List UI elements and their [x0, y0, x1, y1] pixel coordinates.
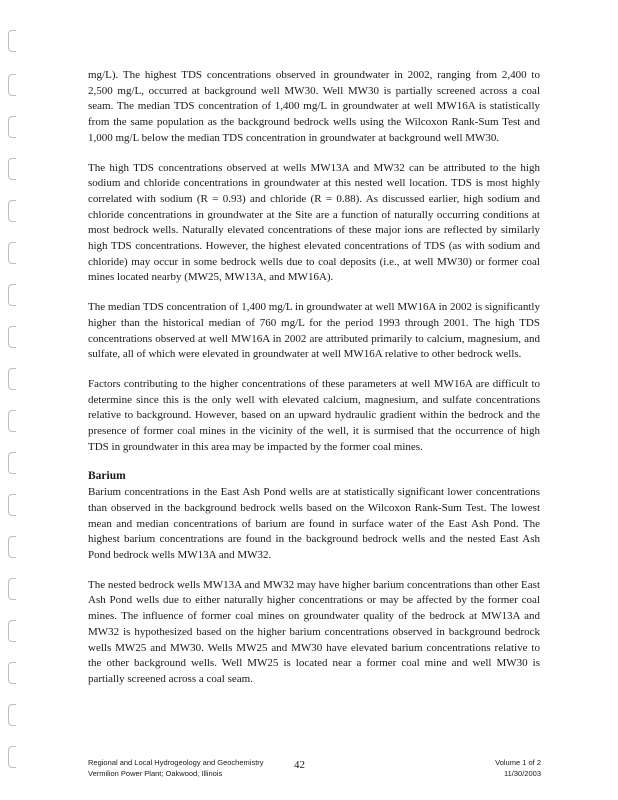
footer-site-location: Vermilion Power Plant; Oakwood, Illinois — [88, 769, 223, 778]
footer-report-title: Regional and Local Hydrogeology and Geochemistry — [88, 758, 264, 767]
section-heading-barium: Barium — [88, 470, 126, 483]
page-footer — [88, 757, 541, 787]
paragraph-barium-concentrations: Barium concentrations in the East Ash Pond wells are at statistically significant lower concentrations than observed in the background bedrock wells based on the Wilcoxon Rank-Sum Test. The lowest mean and median concentrations of barium are found in surface water of the East Ash Pond. The highest barium concentrations are found in the background bedrock wells and the nested East Ash Pond bedrock wells MW13A and MW32. — [88, 486, 540, 561]
footer-right — [495, 757, 541, 779]
footer-volume: Volume 1 of 2 — [495, 758, 541, 767]
paragraph-barium-nested-wells: The nested bedrock wells MW13A and MW32 may have higher barium concentrations than other East Ash Pond wells due to either naturally higher concentrations or may be affected by the former coal mines. The influence of former coal mines on groundwater quality of the bedrock at MW13A and MW32 is hypothesized based on the higher barium concentrations observed in background bedrock wells MW25 and MW30. Wells MW25 and MW30 have elevated barium concentrations relative to the other background wells. Well MW25 is located near a former coal mine and well MW30 is partially screened across a coal seam. — [88, 578, 540, 685]
paragraph-tds-mw16a-median: The median TDS concentration of 1,400 mg/L in groundwater at well MW16A in 2002 is significantly higher than the historical median of 760 mg/L for the period 1993 through 2001. The high TDS concentrations observed at well MW16A in 2002 are attributed primarily to calcium, magnesium, and sulfate, all of which were elevated in groundwater at well MW16A relative to other bedrock wells. — [88, 301, 540, 361]
paragraph-tds-sodium-chloride: The high TDS concentrations observed at wells MW13A and MW32 can be attributed to the high sodium and chloride concentrations in groundwater at this nested well location. TDS is most highly correlated with sodium (R = 0.93) and chloride (R = 0.88). As discussed earlier, high sodium and chloride concentrations in groundwater at the Site are a function of naturally occurring conditions at most bedrock wells. Naturally elevated concentrations of these major ions are reflected by similarly high TDS concentrations. However, the highest elevated concentrations of TDS (as with sodium and chloride) may occur in some bedrock wells due to coal deposits (i.e., at well MW30) or former coal mines located nearby (MW25, MW13A, and MW16A). — [88, 161, 540, 284]
paragraph-tds-factors: Factors contributing to the higher concentrations of these parameters at well MW16A are difficult to determine since this is the only well with elevated calcium, magnesium, and sulfate concentrations relative to background. However, based on an upward hydraulic gradient within the bedrock and the presence of former coal mines in the vicinity of the well, it is surmised that the occurrence of high TDS in groundwater in this area may be impacted by the former coal mines. — [88, 377, 540, 453]
document-body — [88, 68, 540, 702]
footer-left — [88, 757, 264, 779]
footer-date: 11/30/2003 — [504, 769, 541, 778]
paragraph-tds-background: mg/L). The highest TDS concentrations observed in groundwater in 2002, ranging from 2,400 to 2,500 mg/L, occurred at background well MW30. Well MW30 is partially screened across a coal seam. The median TDS concentration of 1,400 mg/L in groundwater at well MW16A is statistically from the same population as the background bedrock wells using the Wilcoxon Rank-Sum Test and 1,000 mg/L below the median TDS concentration in groundwater at background well MW30. — [88, 69, 540, 144]
page-number: 42 — [294, 759, 305, 771]
binder-ring-margin — [0, 0, 22, 800]
